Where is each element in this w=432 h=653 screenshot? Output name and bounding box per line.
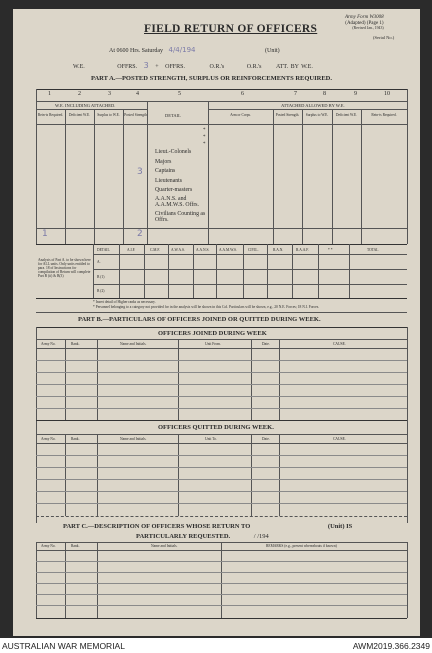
col-num-7: 7 — [294, 91, 297, 97]
analysis-col-other: * * — [328, 248, 333, 252]
rank-majors: Majors — [155, 158, 172, 165]
joined-col-rank: Rank. — [71, 342, 80, 346]
note-higher-ranks: * Insert detail of Higher ranks as necessary. — [93, 300, 156, 304]
col-surplus-right: Surplus to W.E. — [305, 113, 329, 117]
army-form-ref — [345, 15, 384, 32]
joined-col-date: Date. — [262, 342, 270, 346]
col-rein-right: Rein-ts Required. — [371, 113, 397, 117]
col-deficient-left: Deficient W.E. — [68, 113, 91, 117]
we-group-header: W.E. INCLUDING ATTACHED. — [55, 103, 116, 108]
quitted-title: OFFICERS QUITTED DURING WEEK. — [158, 424, 274, 431]
analysis-col-total: TOTAL — [367, 248, 379, 252]
we-label: W.E. — [73, 64, 85, 70]
col-num-10: 10 — [384, 91, 390, 97]
col-num-4: 4 — [136, 91, 139, 97]
rank-aans: A.A.N.S. and A.A.M.W.S. Offrs. — [155, 195, 199, 208]
col-rein-left: Rein-ts Required. — [37, 113, 64, 117]
caption-accession: AWM2019.366.2349 — [352, 641, 430, 651]
part-b-title: PART B.—PARTICULARS OF OFFICERS JOINED OR QUITTED DURING WEEK. — [78, 316, 321, 323]
analysis-row-b2: B (2) — [97, 289, 105, 293]
rank-lt-colonels: Lieut.-Colonels — [155, 149, 192, 155]
col-num-8: 8 — [323, 91, 326, 97]
quitted-rows — [36, 443, 407, 516]
we-ors2: O.R.'s — [246, 64, 262, 70]
we-ors: O.R.'s — [209, 64, 225, 70]
partc-col-rank: Rank. — [71, 544, 80, 548]
at-date: 4/4/194 — [168, 46, 196, 54]
analysis-row-b1: B (1) — [97, 275, 105, 279]
at-prefix: At 0600 Hrs. Saturday — [109, 48, 163, 54]
at-line — [109, 46, 280, 54]
column-numbers — [36, 91, 407, 99]
col-surplus-left: Surplus to W.E. — [97, 113, 120, 117]
joined-col-name: Name and Initials. — [120, 342, 147, 346]
part-c-title-line2: PARTICULARLY REQUESTED. — [136, 533, 231, 540]
analysis-label: Analysis of Part A. to be shown here for ALL units. Only units entitled to para. 18 of Instructions for compilation of Return will complete Part B (ii) & B(3) — [38, 258, 91, 278]
army-form-adapted: (Adapted) (Page 1) — [345, 20, 384, 26]
col-num-3: 3 — [108, 91, 111, 97]
col-posted-left: Posted Strength. — [124, 113, 148, 117]
part-c-title-line1: PART C.—DESCRIPTION OF OFFICERS WHOSE RETURN TO — [63, 523, 251, 530]
analysis-col-aamws: A.A.M.W.S. — [219, 248, 237, 252]
partc-col-name: Name and Initials. — [151, 544, 178, 548]
we-line — [73, 61, 313, 70]
asterisk-markers: * * * — [203, 128, 206, 147]
quitted-col-cause: CAUSE. — [333, 437, 346, 441]
analysis-col-aans: A.A.N.S. — [196, 248, 210, 252]
joined-col-unit-from: Unit From. — [205, 342, 221, 346]
we-att: ATT. BY W.E. — [276, 64, 313, 70]
joined-rows — [36, 348, 407, 420]
col-num-6: 6 — [241, 91, 244, 97]
analysis-col-detail: DETAIL — [97, 248, 110, 252]
part-c-title — [63, 523, 352, 530]
partc-col-army-no: Army No. — [41, 544, 56, 548]
joined-title: OFFICERS JOINED DURING WEEK — [158, 330, 267, 337]
analysis-col-ran: R.A.N. — [273, 248, 284, 252]
analysis-row-a: A. — [97, 260, 101, 264]
quitted-col-army-no: Army No. — [41, 437, 56, 441]
caption-bar — [0, 638, 432, 653]
col-num-9: 9 — [354, 91, 357, 97]
rank-lieutenants: Lieutenants — [155, 177, 183, 184]
we-offrs-value: 3 — [143, 61, 149, 70]
part-c-date: / /194 — [253, 533, 269, 540]
rank-quartermasters: Quarter-masters — [155, 187, 193, 194]
col-deficient-right: Deficient W.E. — [335, 113, 358, 117]
army-form-number: Army Form W3008 — [345, 15, 384, 20]
col-num-1: 1 — [48, 91, 51, 97]
army-form-revised: (Revised Jan., 1943) — [352, 26, 384, 30]
joined-col-cause: CAUSE. — [333, 342, 346, 346]
partc-rows — [36, 550, 407, 618]
partc-col-remarks: REMARKS (e.g., present whereabouts if known) — [266, 544, 337, 548]
attached-group-header: ATTACHED ALLOWED BY W.E. — [281, 103, 345, 108]
analysis-col-awas: A.W.A.S. — [171, 248, 185, 252]
total-posted-value: 2 — [137, 229, 143, 239]
caption-source: AUSTRALIAN WAR MEMORIAL — [2, 641, 125, 651]
rank-list — [155, 148, 207, 223]
analysis-col-cmf: C.M.F. — [150, 248, 160, 252]
captains-posted-value: 3 — [137, 167, 143, 177]
note-categories: * Personnel belonging to a category not provided for in the analysis will be shown in this Col. Particulars will be shown, e.g., 20 N.E. Forces; 18 N.I. Forces. — [93, 305, 320, 309]
quitted-col-name: Name and Initials. — [120, 437, 147, 441]
col-num-5: 5 — [178, 91, 181, 97]
quitted-col-date: Date. — [262, 437, 270, 441]
col-posted-right: Posted Strength. — [275, 113, 300, 117]
form-sheet — [13, 9, 420, 636]
analysis-col-aif: A.I.F. — [127, 248, 136, 252]
we-plus: + — [155, 64, 159, 70]
form-title: FIELD RETURN OF OFFICERS — [144, 23, 318, 35]
detail-header: DETAIL — [165, 113, 181, 118]
we-offrs2: OFFRS. — [165, 64, 185, 70]
part-c-subtitle — [136, 533, 269, 540]
rank-captains: Captains — [155, 168, 176, 175]
analysis-col-civil: CIVIL. — [248, 248, 259, 252]
analysis-col-raaf: R.A.A.F. — [296, 248, 309, 252]
joined-col-army-no: Army No. — [41, 342, 56, 346]
serial-label: (Serial No.) — [373, 35, 395, 40]
col-num-2: 2 — [78, 91, 81, 97]
rank-civilians: Civilians Counting as Offrs. — [155, 210, 206, 223]
we-offrs: OFFRS. — [117, 64, 138, 70]
unit-label: (Unit) — [265, 48, 280, 54]
left-mark: 1 — [42, 229, 48, 239]
quitted-col-unit-to: Unit To. — [205, 437, 217, 441]
quitted-col-rank: Rank. — [71, 437, 80, 441]
col-arm-corps: Arm or Corps. — [230, 113, 251, 117]
part-a-title: PART A.—POSTED STRENGTH, SURPLUS OR REINFORCEMENTS REQUIRED. — [91, 75, 332, 82]
part-c-unit: (Unit) IS — [327, 523, 353, 530]
